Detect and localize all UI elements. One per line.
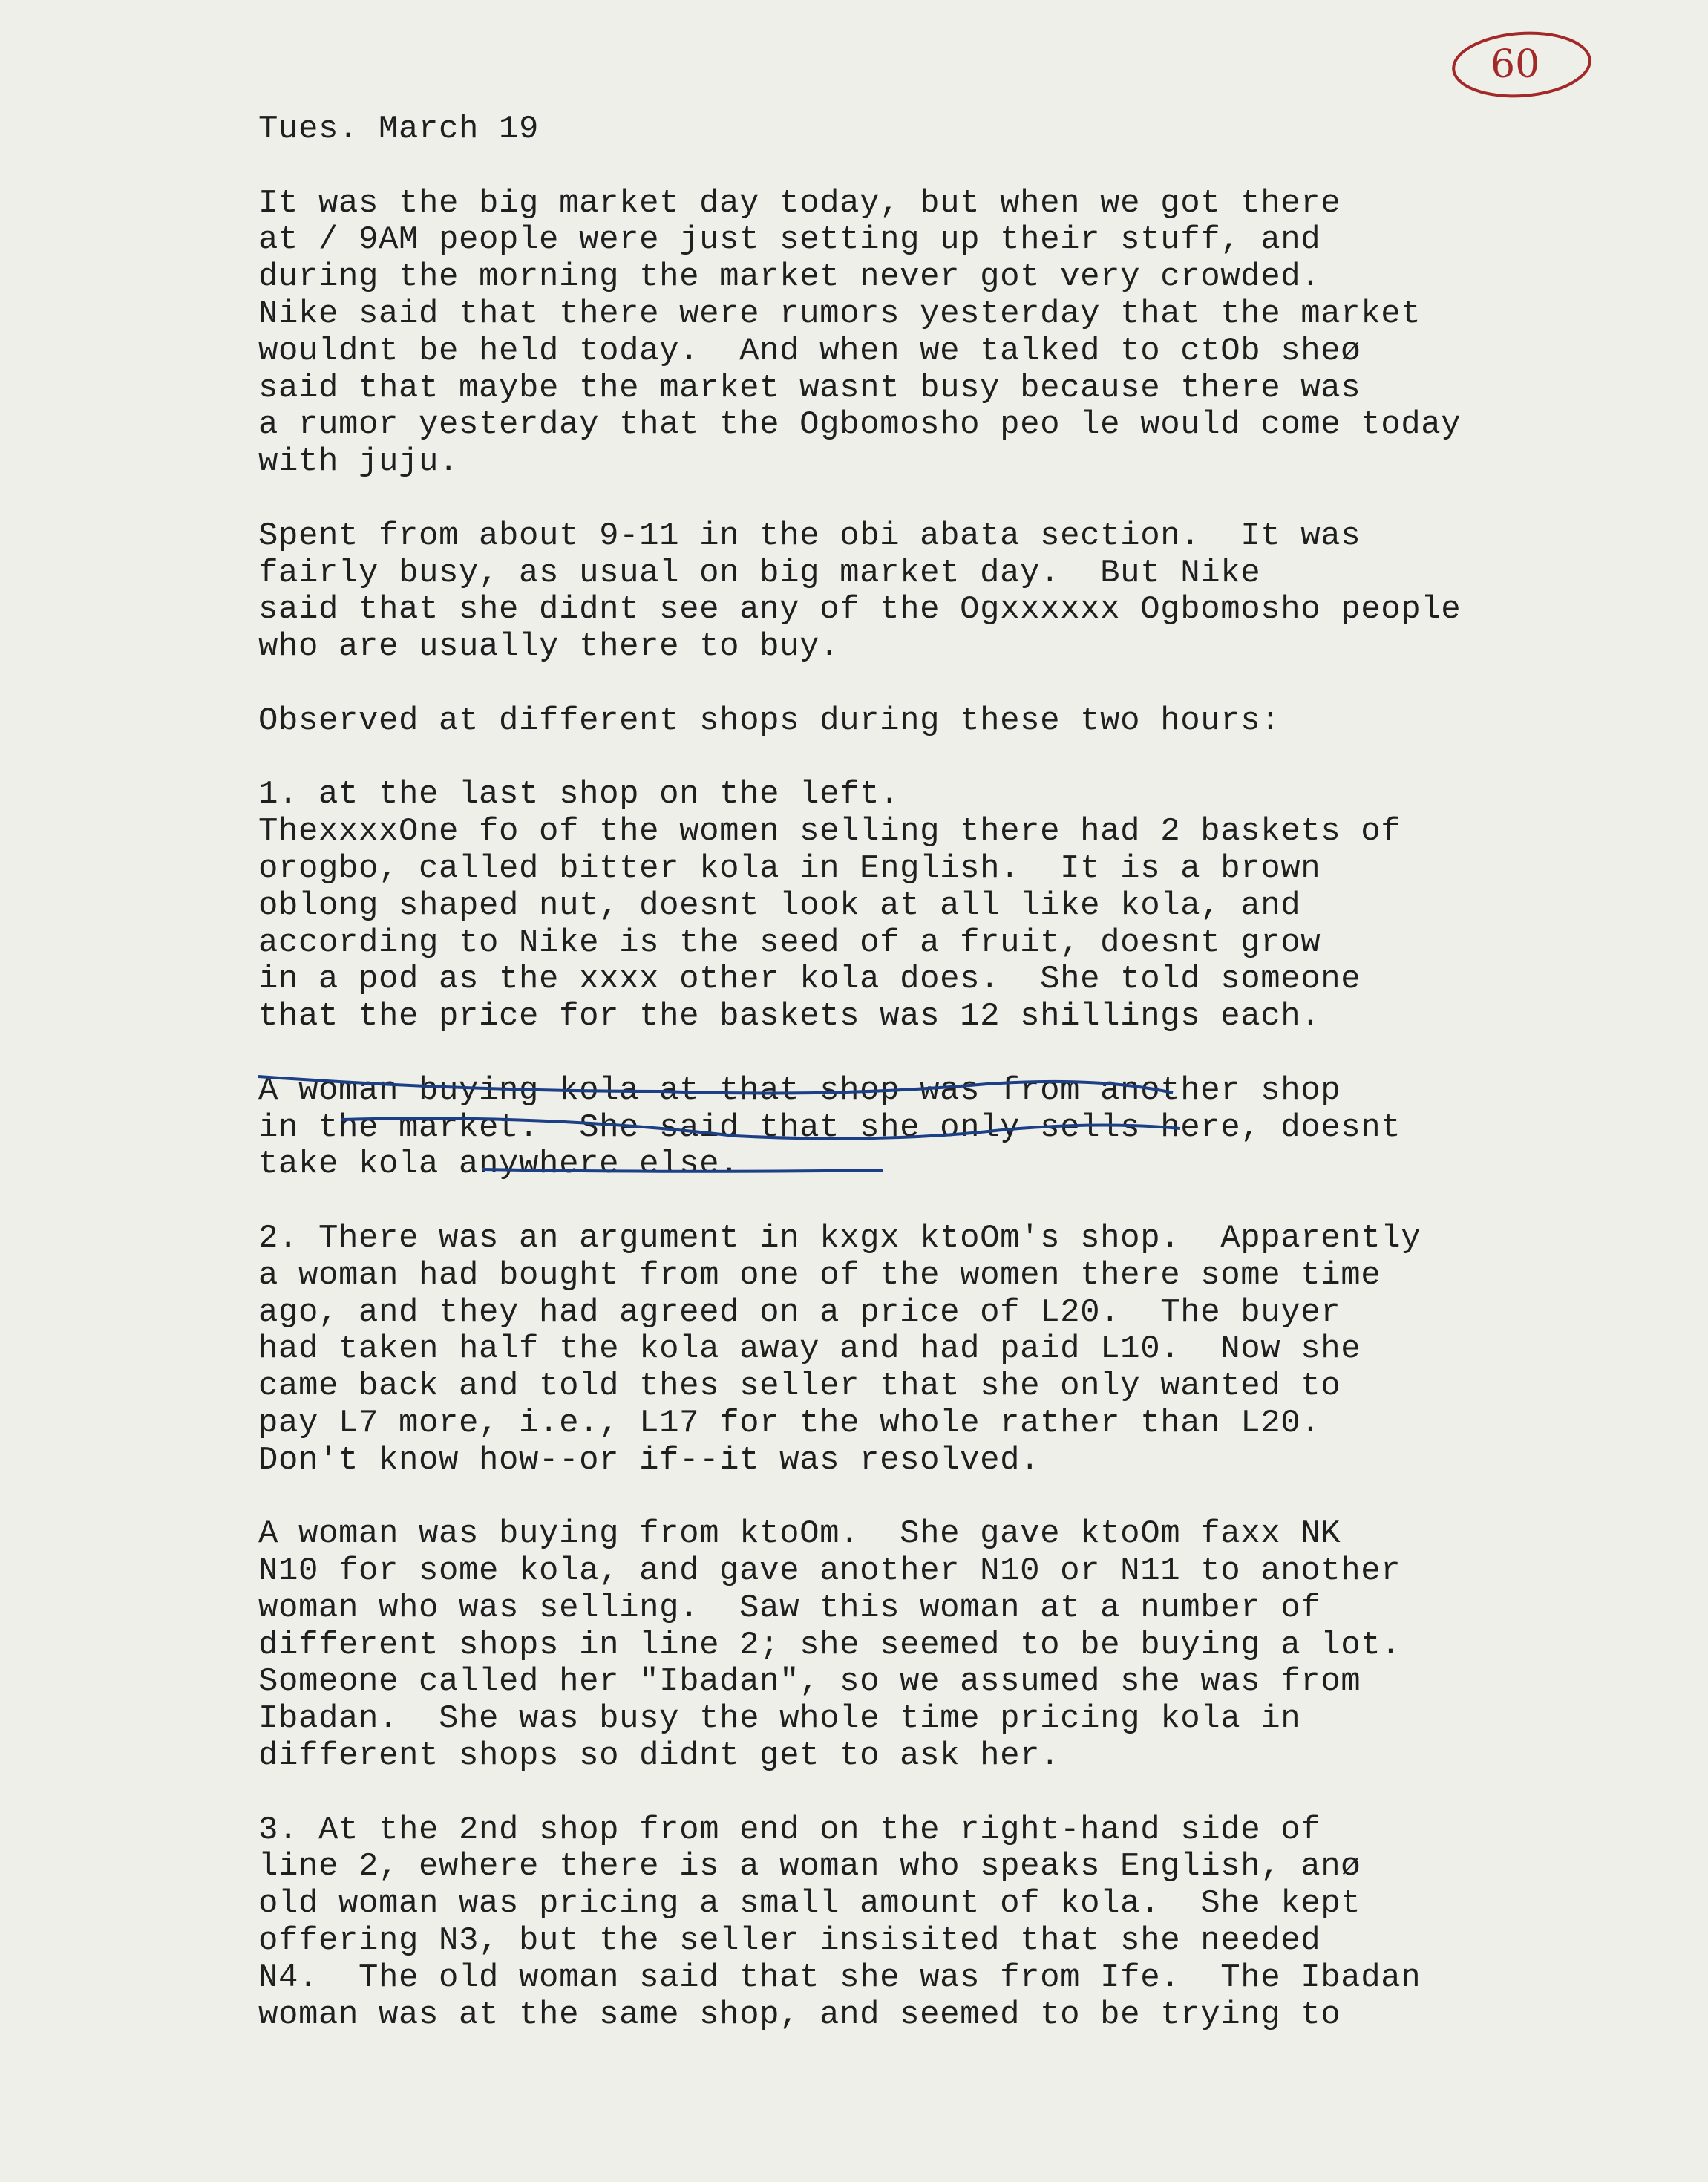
text-line: 3. At the 2nd shop from end on the right-hand side of	[258, 1811, 1321, 1849]
text-line: with juju.	[258, 443, 459, 481]
page-number-ink	[1447, 24, 1596, 105]
blank-line	[258, 481, 1617, 518]
text-line: 1. at the last shop on the left.	[258, 776, 900, 814]
text-line: in the market. She said that she only sells here, doesnt	[258, 1108, 1401, 1146]
text-line: ThexxxxOne fo of the women selling there had 2 baskets of	[258, 813, 1401, 851]
blank-line	[258, 1183, 1617, 1221]
text-line: at / 9AM people were just setting up their stuff, and	[258, 221, 1321, 259]
page-number-circle	[1447, 24, 1596, 91]
blank-line	[258, 1036, 1617, 1073]
text-line: during the morning the market never got very crowded.	[258, 258, 1321, 296]
typed-text-body	[258, 111, 1617, 2034]
text-line: different shops in line 2; she seemed to be buying a lot.	[258, 1626, 1401, 1664]
text-line: came back and told thes seller that she only wanted to	[258, 1368, 1341, 1405]
blank-line	[258, 1775, 1617, 1812]
text-line: N4. The old woman said that she was from Ife. The Ibadan	[258, 1959, 1421, 1996]
text-line: 2. There was an argument in kxgx ktoOm's shop. Apparently	[258, 1219, 1421, 1257]
blank-line	[258, 148, 1617, 186]
text-line: Observed at different shops during these two hours:	[258, 702, 1281, 739]
text-line: Don't know how--or if--it was resolved.	[258, 1441, 1041, 1479]
text-line: oblong shaped nut, doesnt look at all like kola, and	[258, 886, 1301, 924]
text-line: wouldnt be held today. And when we talked to ctOb sheø	[258, 332, 1361, 370]
text-line: orogbo, called bitter kola in English. It is a brown	[258, 849, 1321, 887]
page-number-text: 60	[1491, 42, 1540, 87]
text-line: woman who was selling. Saw this woman at a number of	[258, 1589, 1321, 1627]
text-line: according to Nike is the seed of a fruit, doesnt grow	[258, 924, 1321, 961]
text-line: that the price for the baskets was 12 shillings each.	[258, 998, 1321, 1036]
text-line: Tues. March 19	[258, 111, 540, 148]
text-line: old woman was pricing a small amount of kola. She kept	[258, 1885, 1361, 1923]
text-line: Spent from about 9-11 in the obi abata section. It was	[258, 517, 1361, 555]
text-line: in a pod as the xxxx other kola does. She told someone	[258, 961, 1361, 999]
blank-line	[258, 1479, 1617, 1516]
text-line: a woman had bought from one of the women there some time	[258, 1256, 1381, 1294]
text-line: Ibadan. She was busy the whole time pricing kola in	[258, 1700, 1301, 1738]
text-line: A woman was buying from ktoOm. She gave ktoOm faxx NK	[258, 1515, 1341, 1553]
text-line: take kola anywhere else.	[258, 1146, 740, 1183]
text-line: offering N3, but the seller insisited that she needed	[258, 1922, 1321, 1960]
text-line: N10 for some kola, and gave another N10 or N11 to another	[258, 1552, 1401, 1590]
blank-line	[258, 740, 1617, 777]
text-line: It was the big market day today, but when we got there	[258, 184, 1341, 222]
text-line: who are usually there to buy.	[258, 628, 840, 666]
text-line: different shops so didnt get to ask her.	[258, 1737, 1061, 1775]
text-line: said that she didnt see any of the Ogxxxxxx Ogbomosho people	[258, 591, 1462, 629]
text-line: A woman buying kola at that shop was from another shop	[258, 1071, 1341, 1109]
text-line: ago, and they had agreed on a price of L20. The buyer	[258, 1293, 1341, 1331]
text-line: pay L7 more, i.e., L17 for the whole rather than L20.	[258, 1404, 1321, 1442]
text-line: fairly busy, as usual on big market day. But Nike	[258, 554, 1261, 592]
text-line: said that maybe the market wasnt busy because there was	[258, 369, 1361, 407]
text-line: line 2, ewhere there is a woman who speaks English, anø	[258, 1848, 1361, 1886]
text-line: Nike said that there were rumors yesterday that the market	[258, 295, 1421, 333]
text-line: Someone called her "Ibadan", so we assumed she was from	[258, 1663, 1361, 1701]
text-line: had taken half the kola away and had paid L10. Now she	[258, 1330, 1361, 1368]
text-line: a rumor yesterday that the Ogbomosho peo le would come today	[258, 406, 1462, 444]
blank-line	[258, 666, 1617, 703]
text-line: woman was at the same shop, and seemed to be trying to	[258, 1996, 1341, 2034]
